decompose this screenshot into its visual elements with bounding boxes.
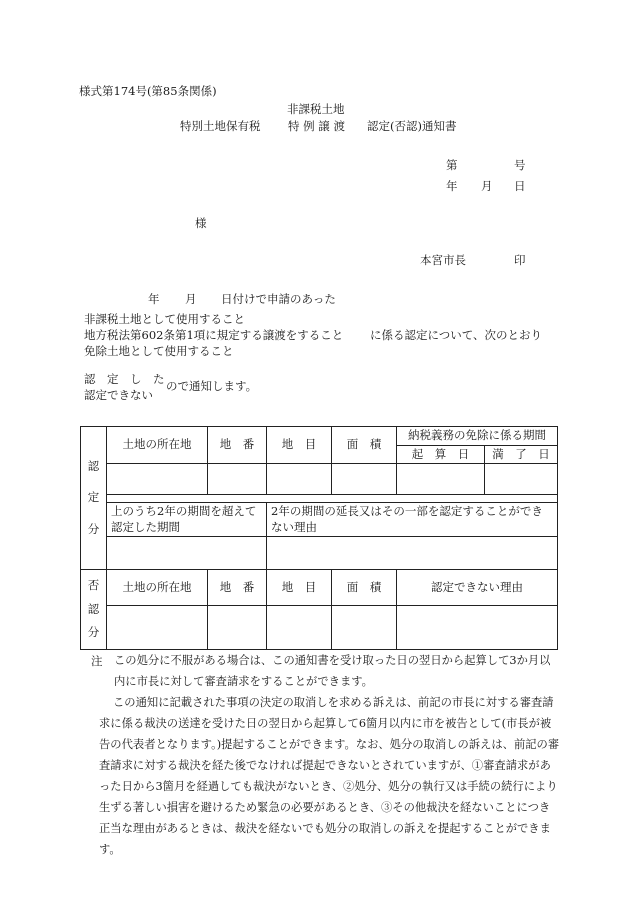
over-two-years-header: 上のうち2年の期間を超えて認定した期間 (107, 503, 267, 537)
denied-land-category-cell[interactable] (267, 606, 332, 650)
application-month: 月 (185, 292, 197, 306)
spacer-cell (107, 495, 558, 503)
area-cell[interactable] (332, 464, 397, 495)
denied-area-header: 面 積 (332, 570, 397, 606)
end-date-cell[interactable] (485, 464, 558, 495)
decision-option1: 認 定 し た (84, 372, 165, 386)
date-year: 年 (446, 179, 458, 193)
purpose-option1: 非課税土地として使用すること (84, 312, 245, 326)
exemption-period-header: 納税義務の免除に係る期間 (397, 427, 558, 446)
doc-number-suffix: 号 (514, 158, 526, 172)
start-date-cell[interactable] (397, 464, 485, 495)
application-text: 日付けで申請のあった (221, 292, 336, 306)
denied-location-header: 土地の所在地 (107, 570, 208, 606)
title-right: 認定(否認)通知書 (367, 119, 457, 133)
lot-number-cell[interactable] (208, 464, 267, 495)
decision-suffix: ので通知します。 (166, 379, 258, 393)
seal-mark: 印 (514, 253, 526, 267)
application-year: 年 (148, 292, 160, 306)
denied-area-cell[interactable] (332, 606, 397, 650)
form-number: 様式第174号(第85条関係) (79, 84, 217, 98)
issuer-name: 本宮市長 (420, 253, 466, 267)
title-middle: 特 例 譲 渡 (288, 119, 345, 133)
area-header: 面 積 (332, 427, 397, 464)
doc-number-prefix: 第 (446, 158, 458, 172)
purpose-option3: 免除土地として使用すること (84, 344, 234, 358)
purpose-suffix: に係る認定について、次のとおり (370, 328, 543, 342)
note-paragraph-1: この処分に不服がある場合は、この通知書を受け取った日の翌日から起算して3か月以内に市長に対して審査請求をすることができます。 (114, 654, 551, 688)
notes-block (99, 650, 561, 860)
extension-reason-cell[interactable] (267, 537, 558, 570)
denied-land-category-header: 地 目 (267, 570, 332, 606)
location-cell[interactable] (107, 464, 208, 495)
purpose-option2: 地方税法第602条第1項に規定する譲渡をすること (84, 328, 344, 342)
title-left: 特別土地保有税 (180, 119, 261, 133)
start-date-header: 起 算 日 (397, 446, 485, 464)
approved-section-label: 認 定 分 (81, 427, 107, 570)
denial-reason-header: 認定できない理由 (397, 570, 558, 606)
date-day: 日 (514, 179, 526, 193)
land-category-cell[interactable] (267, 464, 332, 495)
title-line1: 非課税土地 (287, 102, 345, 116)
addressee-suffix: 様 (195, 216, 207, 230)
location-header: 土地の所在地 (107, 427, 208, 464)
denied-section-label: 否 認 分 (81, 570, 107, 650)
decision-option2: 認定できない (84, 388, 153, 402)
certification-table (80, 426, 558, 650)
date-month: 月 (481, 179, 493, 193)
denied-lot-number-header: 地 番 (208, 570, 267, 606)
notes-label: 注 (91, 654, 103, 668)
denied-location-cell[interactable] (107, 606, 208, 650)
note-paragraph-2: この通知に記載された事項の決定の取消しを求める訴えは、前記の市長に対する審査請求に係る裁決の送達を受けた日の翌日から起算して6箇月以内に市を被告として(市長が被告の代表者となります。)提起することができます。なお、処分の取消しの訴えは、前記の審査請求に対する裁決を経た後でなければ提起できないとされていますが、①審査請求があった日から3箇月を経過しても裁決がないとき、②処分、処分の執行又は手続の続行により生ずる著しい損害を避けるため緊急の必要があるとき、③その他裁決を経ないことにつき正当な理由があるときは、裁決を経ないでも処分の取消しの訴えを提起することができます。 (99, 696, 560, 856)
denied-lot-number-cell[interactable] (208, 606, 267, 650)
extension-reason-header: 2年の期間の延長又はその一部を認定することができない理由 (267, 503, 558, 537)
end-date-header: 満 了 日 (485, 446, 558, 464)
lot-number-header: 地 番 (208, 427, 267, 464)
over-two-years-cell[interactable] (107, 537, 267, 570)
land-category-header: 地 目 (267, 427, 332, 464)
denial-reason-cell[interactable] (397, 606, 558, 650)
